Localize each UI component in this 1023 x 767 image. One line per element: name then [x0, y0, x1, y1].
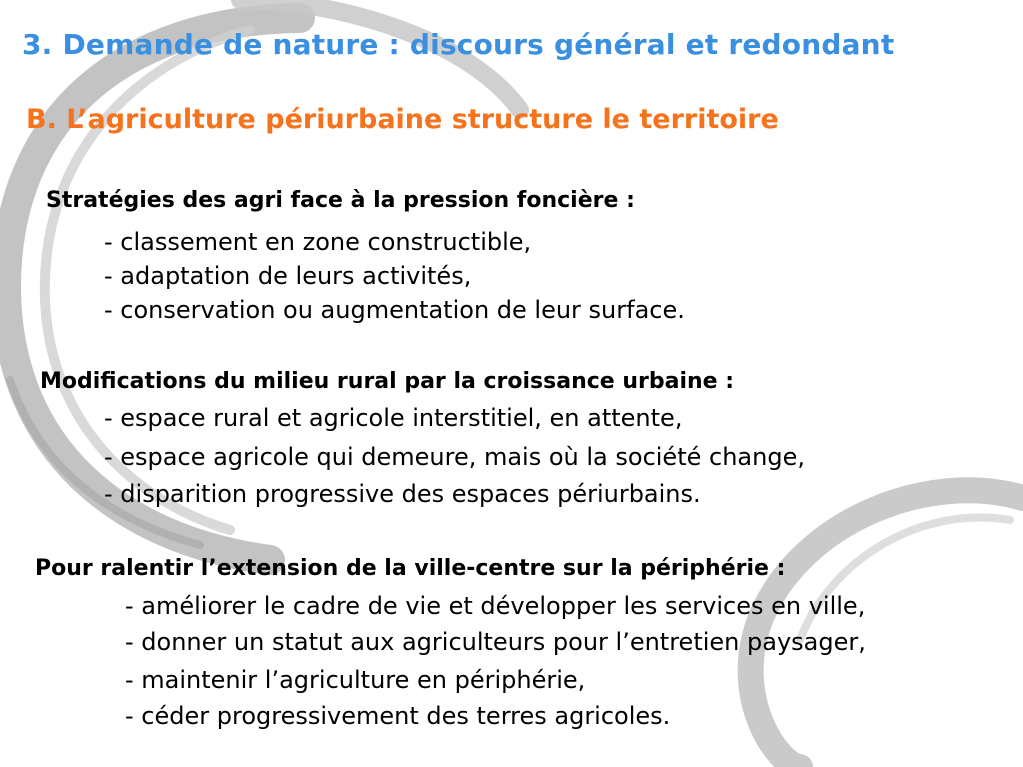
- list-item: - conservation ou augmentation de leur surface.: [104, 296, 685, 324]
- list-item: - disparition progressive des espaces périurbains.: [104, 480, 701, 508]
- list-item: - espace rural et agricole interstitiel, en attente,: [104, 404, 683, 432]
- list-item: - donner un statut aux agriculteurs pour l’entretien paysager,: [125, 628, 866, 656]
- slide-title: 3. Demande de nature : discours général et redondant: [22, 28, 895, 61]
- section-heading: Modifications du milieu rural par la croissance urbaine :: [40, 369, 735, 394]
- list-item: - classement en zone constructible,: [104, 228, 532, 256]
- list-item: - espace agricole qui demeure, mais où la société change,: [104, 443, 805, 471]
- list-item: - améliorer le cadre de vie et développer les services en ville,: [125, 592, 866, 620]
- slide-subtitle: B. L’agriculture périurbaine structure le territoire: [26, 104, 779, 135]
- list-item: - adaptation de leurs activités,: [104, 262, 472, 290]
- list-item: - céder progressivement des terres agricoles.: [125, 702, 671, 730]
- section-heading: Stratégies des agri face à la pression foncière :: [46, 188, 635, 213]
- section-heading: Pour ralentir l’extension de la ville-centre sur la périphérie :: [35, 556, 786, 581]
- list-item: - maintenir l’agriculture en périphérie,: [125, 666, 586, 694]
